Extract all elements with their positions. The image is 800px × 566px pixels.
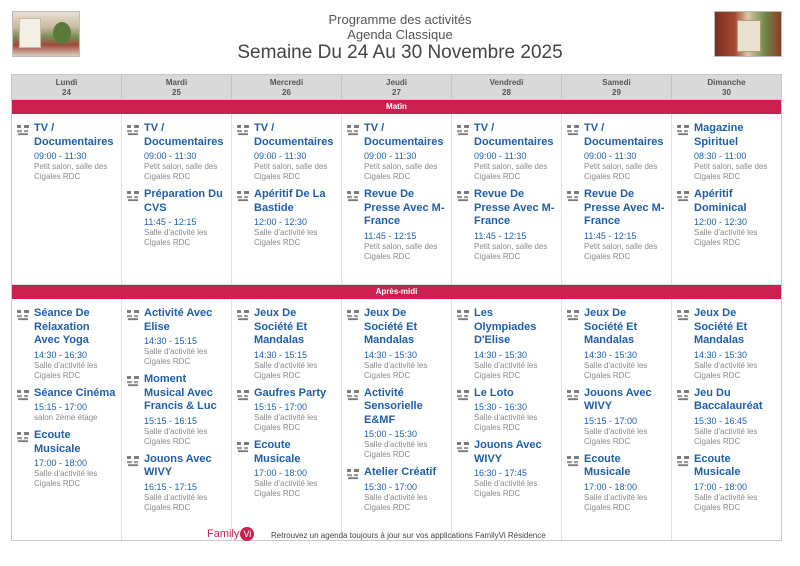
activity-item <box>566 453 667 513</box>
familyvi-logo <box>207 527 254 541</box>
day-name: Mercredi <box>269 78 304 87</box>
activity-time: 16:30 - 17:45 <box>474 468 528 478</box>
activity-name: Apéritif De La Bastide <box>254 188 326 214</box>
activity-name: Jeu Du Baccalauréat <box>694 386 763 412</box>
activity-icon <box>566 307 584 381</box>
activity-time: 09:00 - 11:30 <box>34 151 87 161</box>
activity-icon <box>16 429 34 489</box>
activity-details <box>34 122 117 182</box>
activity-details <box>34 387 117 424</box>
activity-details <box>254 122 337 182</box>
activity-icon <box>16 307 34 381</box>
activity-place: Salle d'activité les Cigales RDC <box>254 479 318 498</box>
activity-time: 15:30 - 16:45 <box>694 415 748 426</box>
activity-place: Salle d'activité les Cigales RDC <box>34 360 98 380</box>
activity-place: Salle d'activité les Cigales RDC <box>584 492 648 512</box>
day-cell <box>672 114 781 284</box>
activity-name: Ecoute Musicale <box>34 429 81 455</box>
activity-name: Jouons Avec WIVY <box>144 452 212 478</box>
activity-name: Ecoute Musicale <box>254 439 301 465</box>
day-number: 28 <box>502 88 511 97</box>
activity-item <box>456 307 557 381</box>
day-cell <box>232 299 342 540</box>
logo-mark-icon: Vi <box>240 527 254 541</box>
activity-item <box>346 387 447 461</box>
activity-item <box>16 122 117 182</box>
activity-details <box>584 188 667 262</box>
activity-time: 14:30 - 15:30 <box>694 349 748 360</box>
activity-place: Salle d'activité les Cigales RDC <box>474 413 538 432</box>
activity-time: 15:30 - 17:00 <box>364 481 418 492</box>
agenda-type: Agenda Classique <box>347 27 453 42</box>
day-number: 29 <box>612 88 621 97</box>
activity-name: Jeux De Société Et Mandalas <box>254 307 308 346</box>
activity-time: 12:00 - 12:30 <box>254 217 308 227</box>
activity-name: Jouons Avec WIVY <box>584 386 652 412</box>
activity-name: Ecoute Musicale <box>584 452 631 478</box>
activity-name: Préparation Du CVS <box>144 188 223 214</box>
activity-place: Petit salon, salle des Cigales RDC <box>584 162 658 181</box>
activity-time: 08:30 - 11:00 <box>694 151 747 161</box>
day-name: Jeudi <box>386 78 407 87</box>
activity-place: Petit salon, salle des Cigales RDC <box>584 241 658 261</box>
activity-item <box>346 188 447 262</box>
activity-icon <box>676 307 694 381</box>
day-cell <box>342 114 452 284</box>
activity-place: Salle d'activité les Cigales RDC <box>364 360 428 380</box>
activity-time: 17:00 - 18:00 <box>34 458 88 468</box>
activity-name: Jeux De Société Et Mandalas <box>584 307 638 346</box>
activity-item <box>346 466 447 513</box>
activity-details <box>364 307 447 381</box>
activity-icon <box>16 122 34 182</box>
activity-item <box>126 373 227 447</box>
activity-item <box>236 307 337 381</box>
activity-icon <box>346 307 364 381</box>
activity-details <box>254 439 337 499</box>
activity-icon <box>346 387 364 461</box>
activity-icon <box>126 307 144 367</box>
activity-icon <box>566 453 584 513</box>
activity-icon <box>236 122 254 182</box>
activity-time: 11:45 - 12:15 <box>144 217 197 227</box>
activity-place: Petit salon, salle des Cigales RDC <box>474 241 548 261</box>
activity-place: Salle d'activité les Cigales RDC <box>694 426 758 446</box>
activity-place: Salle d'activité les Cigales RDC <box>144 492 208 512</box>
activity-icon <box>566 387 584 447</box>
activity-item <box>676 307 777 381</box>
activity-time: 15:15 - 17:00 <box>584 415 638 426</box>
afternoon-band: Après-midi <box>12 285 781 299</box>
activity-time: 09:00 - 11:30 <box>474 151 527 161</box>
activity-time: 14:30 - 15:30 <box>584 349 638 360</box>
activity-name: Atelier Créatif <box>364 466 437 478</box>
activity-details <box>254 307 337 381</box>
activity-details <box>474 188 557 262</box>
page-header <box>0 0 800 70</box>
day-cell <box>12 299 122 540</box>
activity-item <box>346 122 447 182</box>
activity-place: Salle d'activité les Cigales RDC <box>144 228 208 247</box>
activity-time: 09:00 - 11:30 <box>254 151 307 161</box>
activity-details <box>254 387 337 434</box>
morning-row <box>12 114 781 285</box>
activity-icon <box>456 188 474 262</box>
activity-icon <box>676 387 694 447</box>
day-header <box>452 75 562 99</box>
activity-details <box>584 122 667 182</box>
activity-time: 17:00 - 18:00 <box>694 481 748 492</box>
activity-icon <box>126 373 144 447</box>
activity-item <box>236 122 337 182</box>
activity-place: Salle d'activité les Cigales RDC <box>254 360 318 380</box>
activity-time: 11:45 - 12:15 <box>364 230 417 241</box>
activity-place: Petit salon, salle des Cigales RDC <box>364 241 438 261</box>
activity-icon <box>126 188 144 248</box>
schedule-grid <box>11 74 782 541</box>
activity-time: 17:00 - 18:00 <box>254 468 308 478</box>
activity-time: 14:30 - 16:30 <box>34 349 88 360</box>
activity-name: TV / Documentaires <box>474 122 554 148</box>
activity-item <box>456 387 557 434</box>
activity-details <box>584 387 667 447</box>
activity-icon <box>456 439 474 499</box>
activity-icon <box>676 188 694 248</box>
activity-icon <box>236 439 254 499</box>
program-heading: Programme des activités <box>328 12 472 27</box>
activity-details <box>364 466 447 513</box>
activity-place: Salle d'activité les Cigales RDC <box>584 426 648 446</box>
activity-item <box>236 387 337 434</box>
day-header <box>232 75 342 99</box>
activity-name: Jeux De Société Et Mandalas <box>364 307 418 346</box>
activity-name: Apéritif Dominical <box>694 188 747 214</box>
activity-place: Salle d'activité les Cigales RDC <box>254 228 318 247</box>
footer-note: Retrouvez un agenda toujours à jour sur vos applications FamilyVi Résidence <box>271 531 546 540</box>
activity-time: 14:30 - 15:30 <box>364 349 418 360</box>
activity-name: Revue De Presse Avec M-France <box>364 188 445 227</box>
activity-name: Magazine Spirituel <box>694 122 744 148</box>
activity-details <box>144 307 227 367</box>
page-footer <box>0 526 800 548</box>
activity-time: 09:00 - 11:30 <box>364 151 417 161</box>
activity-time: 15:15 - 16:15 <box>144 415 198 426</box>
activity-place: Salle d'activité les Cigales RDC <box>364 440 428 459</box>
activity-icon <box>456 307 474 381</box>
activity-place: Salle d'activité les Cigales RDC <box>34 469 98 488</box>
residence-photo-right <box>714 11 782 57</box>
activity-details <box>584 307 667 381</box>
activity-details <box>694 307 777 381</box>
activity-icon <box>676 122 694 182</box>
activity-item <box>676 122 777 182</box>
day-name: Lundi <box>55 78 78 87</box>
activity-item <box>236 188 337 248</box>
activity-name: TV / Documentaires <box>254 122 334 148</box>
day-cell <box>452 114 562 284</box>
day-cell <box>562 114 672 284</box>
activity-name: Jouons Avec WIVY <box>474 439 542 465</box>
activity-item <box>126 307 227 367</box>
day-number: 25 <box>172 88 181 97</box>
activity-details <box>694 122 777 182</box>
day-header <box>562 75 672 99</box>
activity-place: Salle d'activité les Cigales RDC <box>474 479 538 498</box>
week-title: Semaine Du 24 Au 30 Novembre 2025 <box>237 42 563 63</box>
day-name: Mardi <box>165 78 188 87</box>
activity-details <box>34 429 117 489</box>
activity-item <box>676 453 777 513</box>
activity-time: 14:30 - 15:15 <box>254 349 308 360</box>
activity-details <box>364 188 447 262</box>
activity-item <box>456 122 557 182</box>
activity-icon <box>346 188 364 262</box>
day-cell <box>342 299 452 540</box>
activity-place: Salle d'activité les Cigales RDC <box>474 360 538 380</box>
activity-place: Salle d'activité les Cigales RDC <box>584 360 648 380</box>
activity-item <box>16 429 117 489</box>
activity-details <box>364 122 447 182</box>
logo-text: Family <box>207 527 240 540</box>
activity-name: Ecoute Musicale <box>694 452 741 478</box>
day-name: Samedi <box>602 78 631 87</box>
activity-icon <box>346 466 364 513</box>
activity-time: 14:30 - 15:30 <box>474 349 528 360</box>
activity-place: Salle d'activité les Cigales RDC <box>254 413 318 432</box>
activity-place: Petit salon, salle des Cigales RDC <box>694 162 768 181</box>
activity-name: Moment Musical Avec Francis & Luc <box>144 373 217 412</box>
activity-place: Salle d'activité les Cigales RDC <box>694 360 758 380</box>
activity-icon <box>566 122 584 182</box>
activity-time: 09:00 - 11:30 <box>144 151 197 161</box>
activity-time: 11:45 - 12:15 <box>584 230 637 241</box>
day-number: 27 <box>392 88 401 97</box>
activity-time: 17:00 - 18:00 <box>584 481 638 492</box>
activity-details <box>474 439 557 499</box>
activity-item <box>456 439 557 499</box>
day-header-row <box>12 75 781 100</box>
activity-item <box>16 307 117 381</box>
activity-details <box>474 387 557 434</box>
activity-item <box>456 188 557 262</box>
day-number: 26 <box>282 88 291 97</box>
activity-details <box>144 122 227 182</box>
day-header <box>12 75 122 99</box>
activity-place: Salle d'activité les Cigales RDC <box>364 492 428 512</box>
activity-item <box>566 122 667 182</box>
activity-place: salon 2ème étage <box>34 413 98 422</box>
activity-place: Salle d'activité les Cigales RDC <box>144 347 208 366</box>
activity-details <box>474 307 557 381</box>
activity-name: Revue De Presse Avec M-France <box>584 188 665 227</box>
activity-details <box>694 387 777 447</box>
day-header <box>122 75 232 99</box>
afternoon-row <box>12 299 781 540</box>
activity-details <box>144 188 227 248</box>
activity-time: 12:00 - 12:30 <box>694 217 748 227</box>
activity-item <box>126 188 227 248</box>
activity-details <box>694 188 777 248</box>
day-name: Dimanche <box>707 78 746 87</box>
activity-item <box>126 122 227 182</box>
day-cell <box>452 299 562 540</box>
activity-details <box>364 387 447 461</box>
day-cell <box>12 114 122 284</box>
activity-place: Petit salon, salle des Cigales RDC <box>144 162 218 181</box>
activity-name: Revue De Presse Avec M-France <box>474 188 555 227</box>
activity-details <box>144 453 227 513</box>
activity-icon <box>456 387 474 434</box>
morning-band: Matin <box>12 100 781 114</box>
activity-name: Les Olympiades D'Elise <box>474 307 537 346</box>
activity-item <box>126 453 227 513</box>
activity-details <box>34 307 117 381</box>
activity-item <box>346 307 447 381</box>
activity-item <box>236 439 337 499</box>
activity-details <box>584 453 667 513</box>
activity-time: 09:00 - 11:30 <box>584 151 637 161</box>
activity-item <box>566 188 667 262</box>
activity-details <box>694 453 777 513</box>
activity-place: Petit salon, salle des Cigales RDC <box>364 162 438 181</box>
activity-time: 15:15 - 17:00 <box>254 402 308 412</box>
activity-name: Le Loto <box>474 386 514 399</box>
activity-name: Gaufres Party <box>254 386 327 399</box>
activity-place: Petit salon, salle des Cigales RDC <box>34 162 108 181</box>
activity-name: Activité Avec Elise <box>144 307 213 333</box>
activity-icon <box>126 122 144 182</box>
activity-details <box>254 188 337 248</box>
day-cell <box>672 299 781 540</box>
activity-name: Jeux De Société Et Mandalas <box>694 307 748 346</box>
day-header <box>342 75 452 99</box>
activity-icon <box>236 307 254 381</box>
activity-icon <box>566 188 584 262</box>
activity-name: TV / Documentaires <box>584 122 664 148</box>
activity-item <box>676 387 777 447</box>
activity-name: Séance Cinéma <box>34 386 116 399</box>
activity-icon <box>676 453 694 513</box>
activity-icon <box>456 122 474 182</box>
activity-time: 16:15 - 17:15 <box>144 481 198 492</box>
activity-place: Salle d'activité les Cigales RDC <box>144 426 208 446</box>
activity-details <box>474 122 557 182</box>
activity-time: 15:30 - 16:30 <box>474 402 528 412</box>
activity-icon <box>236 188 254 248</box>
activity-time: 14:30 - 15:15 <box>144 336 198 346</box>
activity-name: TV / Documentaires <box>34 122 114 148</box>
activity-time: 15:15 - 17:00 <box>34 402 88 412</box>
activity-icon <box>346 122 364 182</box>
day-cell <box>232 114 342 284</box>
activity-place: Salle d'activité les Cigales RDC <box>694 228 758 247</box>
activity-name: TV / Documentaires <box>364 122 444 148</box>
day-header <box>672 75 781 99</box>
activity-name: Activité Sensorielle E&MF <box>364 386 423 426</box>
activity-place: Petit salon, salle des Cigales RDC <box>254 162 328 181</box>
day-cell <box>122 114 232 284</box>
day-number: 30 <box>722 88 731 97</box>
activity-item <box>566 387 667 447</box>
activity-name: Séance De Relaxation Avec Yoga <box>34 307 90 346</box>
activity-place: Petit salon, salle des Cigales RDC <box>474 162 548 181</box>
activity-details <box>144 373 227 447</box>
activity-icon <box>236 387 254 434</box>
activity-icon <box>126 453 144 513</box>
day-cell <box>122 299 232 540</box>
activity-item <box>676 188 777 248</box>
day-name: Vendredi <box>489 78 524 87</box>
day-cell <box>562 299 672 540</box>
activity-item <box>16 387 117 424</box>
activity-time: 15:00 - 15:30 <box>364 429 418 439</box>
activity-icon <box>16 387 34 424</box>
activity-place: Salle d'activité les Cigales RDC <box>694 492 758 512</box>
activity-name: TV / Documentaires <box>144 122 224 148</box>
day-number: 24 <box>62 88 71 97</box>
activity-item <box>566 307 667 381</box>
activity-time: 11:45 - 12:15 <box>474 230 527 241</box>
